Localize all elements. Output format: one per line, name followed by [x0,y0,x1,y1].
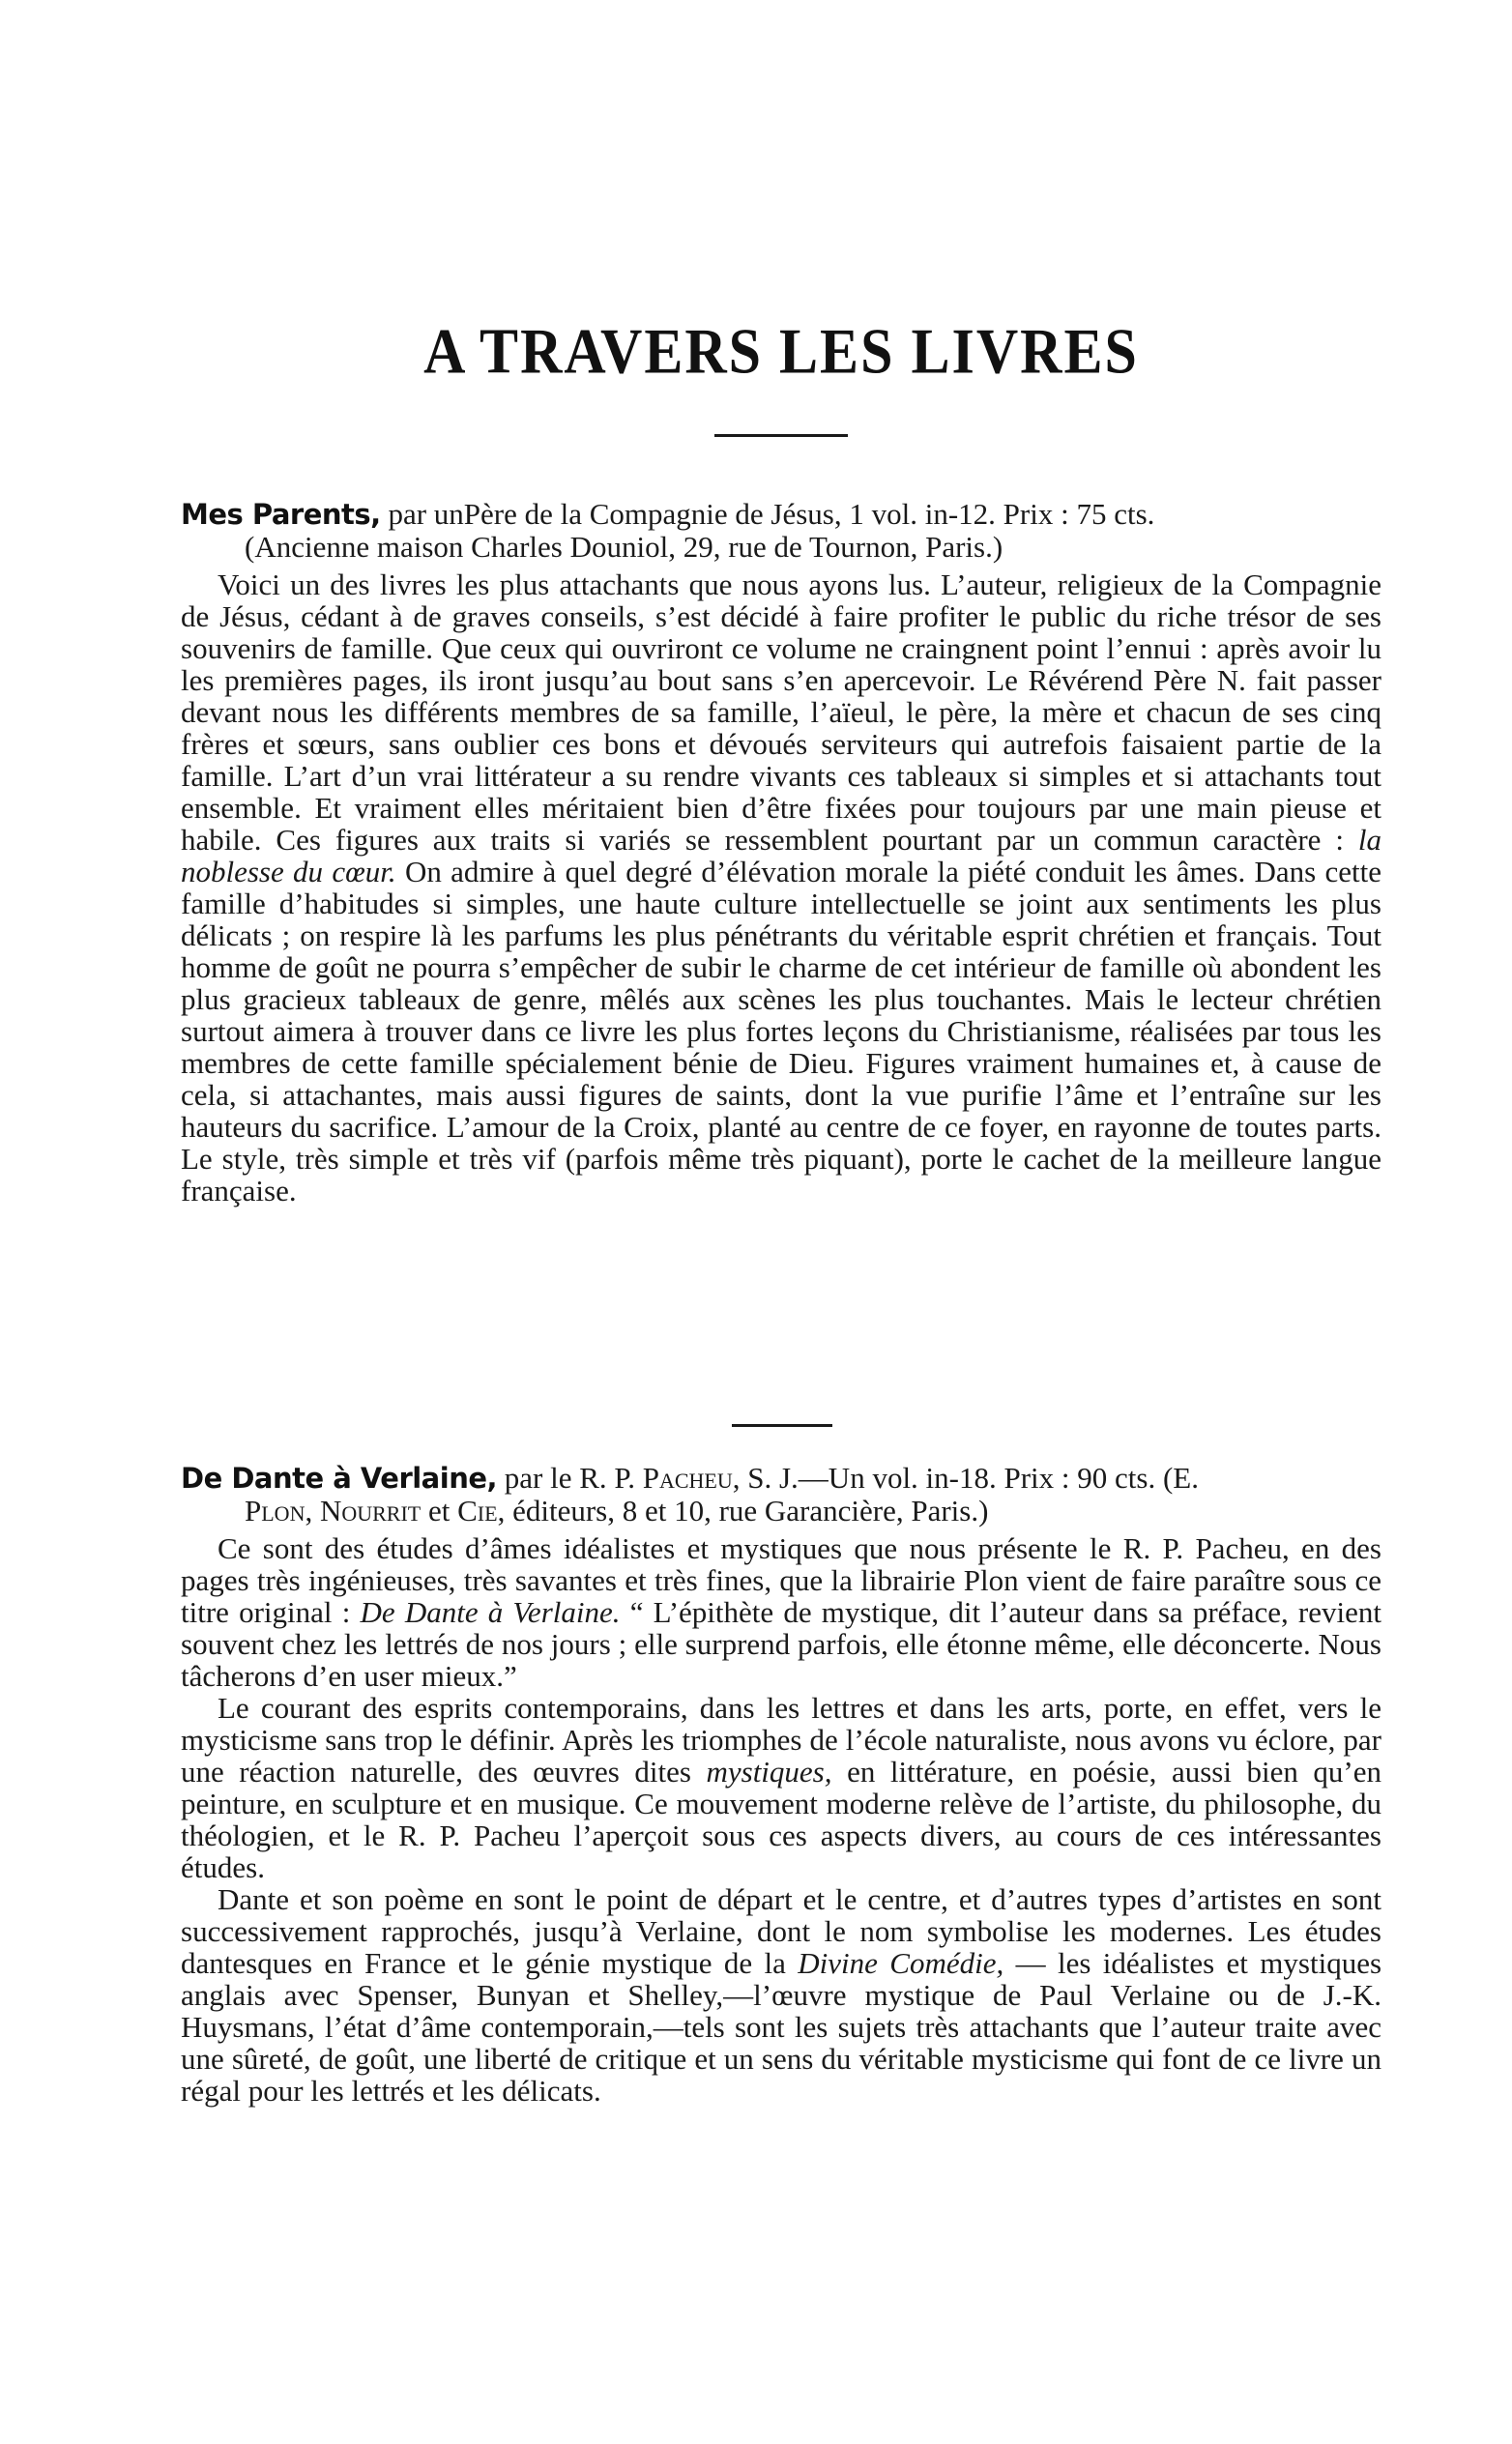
italic-phrase: De Dante à Verlaine. [360,1595,621,1629]
publisher-line [181,1495,1381,1527]
publisher-name: Cie, [457,1494,506,1528]
review-de-dante-a-verlaine [181,1462,1381,2107]
book-title: De Dante à Verlaine, [181,1462,498,1495]
review-paragraph [181,568,1381,1207]
paragraph-text: Voici un des livres les plus attachants que nous ayons lus. L’auteur, religieux de la Compagnie de Jésus, cédant à de graves conseils, s’est décidé à faire profiter le public du riche trésor de ses souvenirs de famille. Que ceux qui ouvriront ce volume ne craingnent point l’ennui : après avoir lu les premières pages, ils iront jusqu’au bout sans s’en apercevoir. Le Révérend Père N. fait passer devant nous les différents membres de sa famille, l’aïeul, le père, la mère et chacun de ses cinq frères et sœurs, sans oublier ces bons et dévoués serviteurs qui autrefois faisaient partie de la famille. L’art d’un vrai littérateur a su rendre vivants ces tableaux si simples et si attachants tout ensemble. Et vraiment elles méritaient bien d’être fixées pour toujours par une main pieuse et habile. Ces figures aux traits si variés se ressemblent pourtant par un commun caractère : [181,567,1381,857]
publisher-name: Nourrit [319,1494,422,1528]
review-paragraph [181,1692,1381,1883]
paragraph-text: en littérature, en poésie, aussi bien qu’en peinture, en sculpture et en musique. Ce mouvement moderne relève de l’artiste, du philosophe, du théologien, et le R. P. Pacheu l’aperçoit sous ces aspects divers, au cours de ces intéressantes études. [181,1755,1382,1884]
book-title: Mes Parents, [181,498,381,531]
review-byline: S. J.—Un vol. in-18. Prix : 90 cts. (E. [747,1461,1199,1495]
review-mes-parents [181,498,1381,1207]
paragraph-text: On admire à quel degré d’élévation morale la piété conduit les âmes. Dans cette famille d’habitudes si simples, une haute culture intellectuelle se joint aux sentiments les plus délicats ; on respire là les parfums les plus pénétrants du véritable esprit chrétien et français. Tout homme de goût ne pourra s’empêcher de subir le charme de cet intérieur de famille où abondent les plus gracieux tableaux de genre, mêlés aux scènes les plus touchantes. Mais le lecteur chrétien surtout aimera à trouver dans ce livre les plus fortes leçons du Christianisme, réalisées par tous les membres de cette famille spécialement bénie de Dieu. Figures vraiment humaines et, à cause de cela, si attachantes, mais aussi figures de saints, dont la vue purifie l’âme et l’entraîne sur les hauteurs du sacrifice. L’amour de la Croix, planté au centre de ce foyer, en rayonne de toutes parts. Le style, très simple et très vif (parfois même très piquant), porte le cachet de la meilleure langue française. [181,855,1381,1207]
review-header [181,1462,1381,1495]
review-paragraph [181,1532,1381,1692]
italic-phrase: Divine Comédie, [798,1946,1004,1980]
section-title: A TRAVERS LES LIVRES [423,315,1139,388]
italic-phrase: mystiques, [706,1755,832,1789]
title-divider [714,434,848,437]
publisher-text: et [428,1494,451,1528]
paragraph-text: — les idéalistes et mystiques anglais avec Spenser, Bunyan et Shelley,—l’œuvre mystique de Paul Verlaine ou de J.-K. Huysmans, l’état d’âme contemporain,—tels sont les sujets très attachants que l’auteur traite avec une sûreté, de goût, une liberté de critique et un sens du véritable mysticisme qui font de ce livre un régal pour les lettrés et les délicats. [181,1946,1382,2108]
review-paragraph [181,1883,1381,2107]
paragraph-text: Ce sont des études d’âmes idéalistes et mystiques que nous présente le R. P. Pacheu, en des pages très ingénieuses, très savantes et très fines, que la librairie Plon vient de faire paraître sous ce titre original : [181,1531,1381,1629]
paragraph-text: Dante et son poème en sont le point de départ et le centre, et d’autres types d’artistes en sont successivement rapprochés, jusqu’à Verlaine, dont le nom symbolise les modernes. Les études dantesques en France et le génie mystique de la [181,1882,1381,1980]
publisher-name: Plon, [245,1494,313,1528]
review-byline: par unPère de la Compagnie de Jésus, 1 vol. in-12. Prix : 75 cts. [388,497,1155,531]
review-byline: par le R. P. [504,1461,635,1495]
paragraph-text: “ L’épithète de mystique, dit l’auteur dans sa préface, revient souvent chez les lettrés de nos jours ; elle surprend parfois, elle étonne même, elle déconcerte. Nous tâcherons d’en user mieux.” [181,1595,1382,1693]
review-header [181,498,1381,531]
review-divider [732,1424,832,1427]
paragraph-text: Le courant des esprits contemporains, dans les lettres et dans les arts, porte, en effet, vers le mysticisme sans trop le définir. Après les triomphes de l’école naturaliste, nous avons vu éclore, par une réaction naturelle, des œuvres dites [181,1691,1381,1789]
publisher-line: (Ancienne maison Charles Douniol, 29, rue de Tournon, Paris.) [245,530,1003,564]
publisher-text: éditeurs, 8 et 10, rue Garancière, Paris.) [512,1494,989,1528]
italic-phrase: la noblesse du cœur. [181,823,1382,888]
author-name: Pacheu, [642,1461,741,1495]
